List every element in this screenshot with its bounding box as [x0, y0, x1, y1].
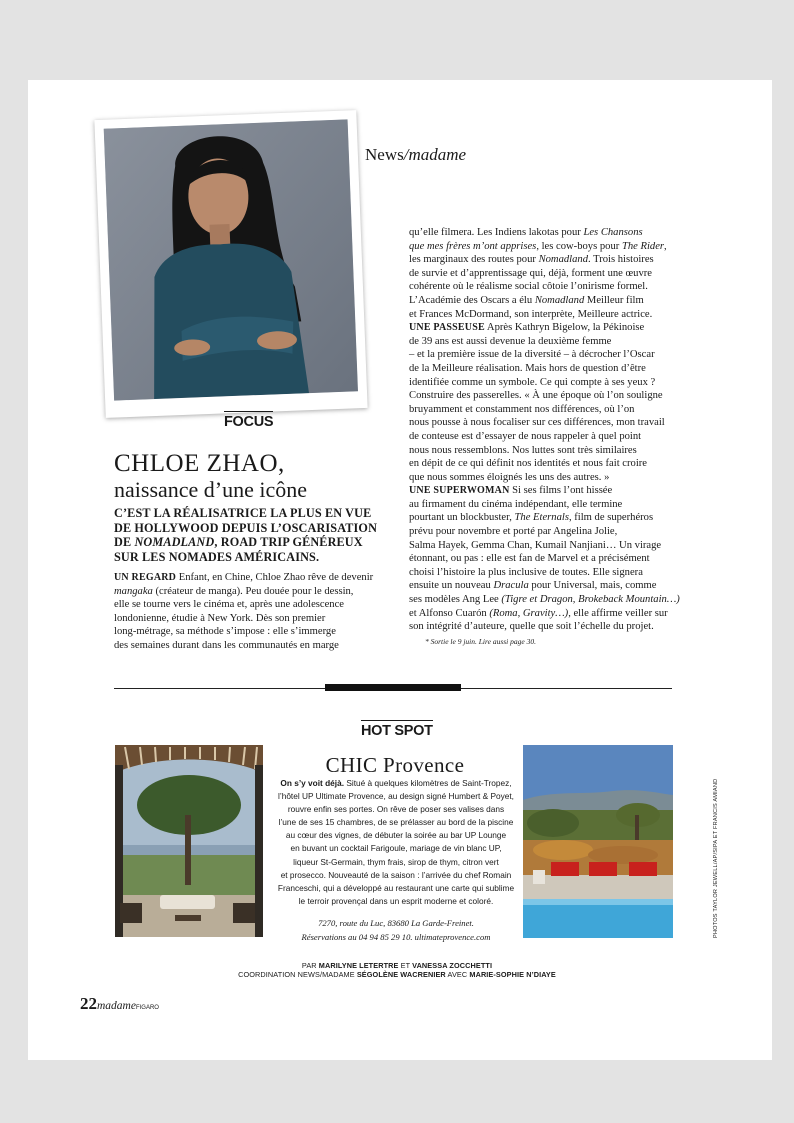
- body-line: son intégrité d’auteure, quelle que soit l’échelle du projet.: [409, 621, 654, 633]
- body-line: que nous sommes éloignés les uns des autres. »: [409, 471, 610, 483]
- page-folio: [80, 994, 159, 1014]
- body-line: [409, 240, 681, 254]
- body-line: [409, 484, 681, 498]
- body-line: bruyamment et constamment nos différences, où l’on: [409, 403, 635, 415]
- body-line: étonnant, ou pas : elle est fan de Marvel et a précisément: [409, 553, 650, 565]
- hotspot-title: CHIC Provence: [325, 753, 465, 777]
- body-text: et Alfonso Cuarón: [409, 607, 490, 619]
- body-line: en dépit de ce qui définit nos identités et nous fait croire: [409, 458, 647, 470]
- body-line: long-métrage, sa méthode s’impose : elle s’immerge: [114, 626, 336, 638]
- author-name: MARILYNE LETERTRE: [318, 961, 399, 970]
- body-italic: The Eternals: [514, 512, 569, 524]
- hotel-terrace-photo: [115, 745, 263, 937]
- body-text: pour Universal, mais, comme: [528, 580, 657, 592]
- deck-text: DE: [114, 535, 135, 549]
- deck-line: SUR LES NOMADES AMÉRICAINS.: [114, 549, 320, 564]
- body-italic: que mes frères m’ont apprises: [409, 240, 537, 252]
- hotspot-line: rouvre enfin ses portes. On rêve de poser ses valises dans: [287, 804, 505, 815]
- body-italic: The Rider: [621, 240, 665, 252]
- body-line: Salma Hayek, Gemma Chan, Kumail Nanjiani… Un virage: [409, 539, 662, 551]
- run-in-head: UN REGARD: [114, 572, 177, 583]
- article-subtitle: naissance d’une icône: [114, 477, 308, 502]
- body-text: , elle affirme veiller sur: [568, 607, 668, 619]
- body-text: , film de superhéros: [568, 512, 654, 524]
- credits-authors: [150, 961, 644, 970]
- folio-brand: FIGARO: [135, 1005, 159, 1011]
- body-line: de la Meilleure réalisation. Mais hors de question d’être: [409, 362, 646, 374]
- article-deck: [114, 506, 389, 564]
- body-text: Meilleur film: [584, 294, 644, 306]
- footnote: * Sortie le 9 juin. Lire aussi page 30.: [425, 636, 536, 646]
- body-line: elle se tourne vers le cinéma et, après une adolescence: [114, 599, 345, 611]
- hotspot-tag-label: HOT SPOT: [361, 723, 433, 739]
- body-line: de survie et d’apprentissage qui, déjà, forment une œuvre: [409, 267, 652, 279]
- article-column-1: [114, 571, 394, 653]
- coordinator-name: SÉGOLÈNE WACRENIER: [356, 970, 446, 980]
- credits-text: PAR: [301, 961, 319, 970]
- body-text: qu’elle filmera. Les Indiens lakotas pour: [409, 227, 584, 238]
- hotspot-address: [270, 917, 522, 944]
- body-line: nous pousse à nous focaliser sur ces différences, mon travail: [409, 417, 665, 429]
- credits: [150, 961, 644, 979]
- body-text: Après Kathryn Bigelow, la Pékinoise: [484, 322, 645, 334]
- body-text: Enfant, en Chine, Chloe Zhao rêve de devenir: [176, 572, 374, 583]
- credits-text: AVEC: [445, 970, 470, 980]
- hotspot-line: l’une de ses 15 chambres, de se prélasser au bord de la piscine: [278, 817, 514, 828]
- coordinator-name: MARIE-SOPHIE N’DIAYE: [469, 970, 556, 980]
- focus-tag-label: FOCUS: [224, 414, 274, 430]
- portrait-photo: [94, 110, 367, 418]
- body-text: ses modèles Ang Lee: [409, 594, 502, 606]
- hotspot-line: en buvant un cocktail Farigoule, mariage de vin blanc UP,: [290, 843, 502, 854]
- article-column-2: [409, 226, 681, 648]
- credits-coordination: [150, 970, 644, 979]
- body-italic: (Tigre et Dragon, Brokeback Mountain…): [501, 594, 680, 606]
- body-line: londonienne, étudie à New York. Dès son premier: [114, 612, 326, 624]
- body-line: et Frances McDormand, son interprète, Meilleure actrice.: [409, 308, 653, 320]
- body-text: (créateur de manga). Peu douée pour le dessin,: [152, 585, 354, 597]
- portrait-illustration: [104, 119, 358, 400]
- body-line: identifiée comme un symbole. Ce qui compte à ses yeux ?: [409, 376, 656, 388]
- body-line: Construire des passerelles. « À une époque où l’on souligne: [409, 390, 663, 402]
- body-italic: (Roma, Gravity…): [489, 607, 569, 619]
- body-line: – et la première issue de la diversité – à décrocher l’Oscar: [409, 349, 655, 361]
- body-line: de conteuse est d’essayer de nous rappeler à quel point: [409, 430, 642, 442]
- body-line: [409, 579, 681, 593]
- body-text: , les cow-boys pour: [536, 240, 622, 252]
- terrace-illustration: [115, 745, 263, 937]
- section-divider-accent: [325, 684, 461, 691]
- body-line: [114, 585, 394, 599]
- body-italic: Nomadland: [538, 254, 589, 266]
- body-italic: Les Chansons: [583, 227, 643, 238]
- folio-magazine: madame: [97, 1000, 136, 1012]
- body-italic: mangaka: [114, 585, 153, 597]
- address-line: 7270, route du Luc, 83680 La Garde-Freinet.: [318, 918, 474, 928]
- body-line: [409, 294, 681, 308]
- body-text: Si ses films l’ont hissée: [509, 485, 613, 497]
- hotspot-text: [270, 777, 522, 908]
- body-line: nous nous ressemblons. Nos luttes sont très similaires: [409, 444, 637, 456]
- body-line: [409, 321, 681, 335]
- reservation-line: Réservations au 04 94 85 29 10. ultimateprovence.com: [301, 931, 491, 942]
- body-text: ,: [664, 240, 667, 252]
- focus-tag: [224, 411, 273, 430]
- body-line: [409, 226, 681, 240]
- credits-text: COORDINATION NEWS/MADAME: [238, 970, 357, 980]
- body-line: au firmament du cinéma indépendant, elle termine: [409, 498, 623, 510]
- run-in-head: UNE PASSEUSE: [409, 322, 485, 334]
- hotspot-line: liqueur St-Germain, thym frais, sirop de thym, citron vert: [293, 856, 499, 867]
- hotspot-body: Situé à quelques kilomètres de Saint-Tropez,: [344, 778, 512, 788]
- hotspot-line: le terroir provençal dans un esprit moderne et coloré.: [298, 895, 494, 906]
- body-line: cohérente où le réalisme social côtoie l’onirisme formel.: [409, 281, 648, 293]
- body-line: choisi l’histoire la plus inclusive de toutes. Elle signera: [409, 566, 643, 578]
- section-news: News: [365, 145, 404, 164]
- hotspot-line: Franceschi, qui a développé au restaurant une carte qui sublime: [277, 882, 515, 893]
- body-line: [409, 607, 681, 621]
- photo-credit: PHOTOS TAYLOR JEWELL/AP/SIPA ET FRANCIS AMIAND: [713, 778, 719, 938]
- pool-illustration: [523, 745, 673, 938]
- body-text: les marginaux des routes pour: [409, 254, 539, 266]
- body-text: pourtant un blockbuster,: [409, 512, 515, 524]
- body-line: [409, 511, 681, 525]
- deck-line: C’EST LA RÉALISATRICE LA PLUS EN VUE: [114, 506, 372, 520]
- hotspot-line: et prosecco. Nouveauté de la saison : l’arrivée du chef Romain: [280, 869, 512, 880]
- section-header: [365, 145, 466, 165]
- hotspot-tag: [361, 720, 433, 739]
- deck-text: , ROAD TRIP GÉNÉREUX: [214, 535, 363, 549]
- hotel-pool-photo: [523, 745, 673, 938]
- body-text: ensuite un nouveau: [409, 580, 494, 592]
- body-line: [409, 593, 681, 607]
- hotspot-lead: On s’y voit déjà.: [280, 778, 345, 788]
- deck-film-title: NOMADLAND: [134, 535, 215, 549]
- section-madame: madame: [408, 145, 467, 164]
- section-slash: /: [403, 145, 409, 164]
- body-line: [409, 253, 681, 267]
- body-text: . Trois histoires: [588, 254, 654, 266]
- hotspot-line: l’hôtel UP Ultimate Provence, au design signé Humbert & Poyet,: [278, 791, 514, 802]
- body-italic: Dracula: [493, 580, 529, 592]
- body-line: des semaines durant dans les communautés en marge: [114, 639, 339, 651]
- credits-text: ET: [398, 961, 413, 970]
- body-line: prévu pour novembre et porté par Angelina Jolie,: [409, 526, 618, 538]
- article-title: CHLOE ZHAO,: [114, 450, 285, 477]
- run-in-head: UNE SUPERWOMAN: [409, 485, 510, 497]
- deck-line: DE HOLLYWOOD DEPUIS L’OSCARISATION: [114, 520, 378, 535]
- author-name: VANESSA ZOCCHETTI: [412, 961, 493, 970]
- body-line: de 39 ans est aussi devenue la deuxième femme: [409, 335, 612, 347]
- body-line: [114, 571, 394, 585]
- hotspot-line: [270, 777, 522, 790]
- hotspot-line: au cœur des vignes, de débuter la soirée au bar UP Lounge: [285, 830, 507, 841]
- body-text: L’Académie des Oscars a élu: [409, 294, 535, 306]
- body-italic: Nomadland: [534, 294, 585, 306]
- deck-line: [114, 535, 389, 550]
- page-number: 22: [80, 994, 97, 1013]
